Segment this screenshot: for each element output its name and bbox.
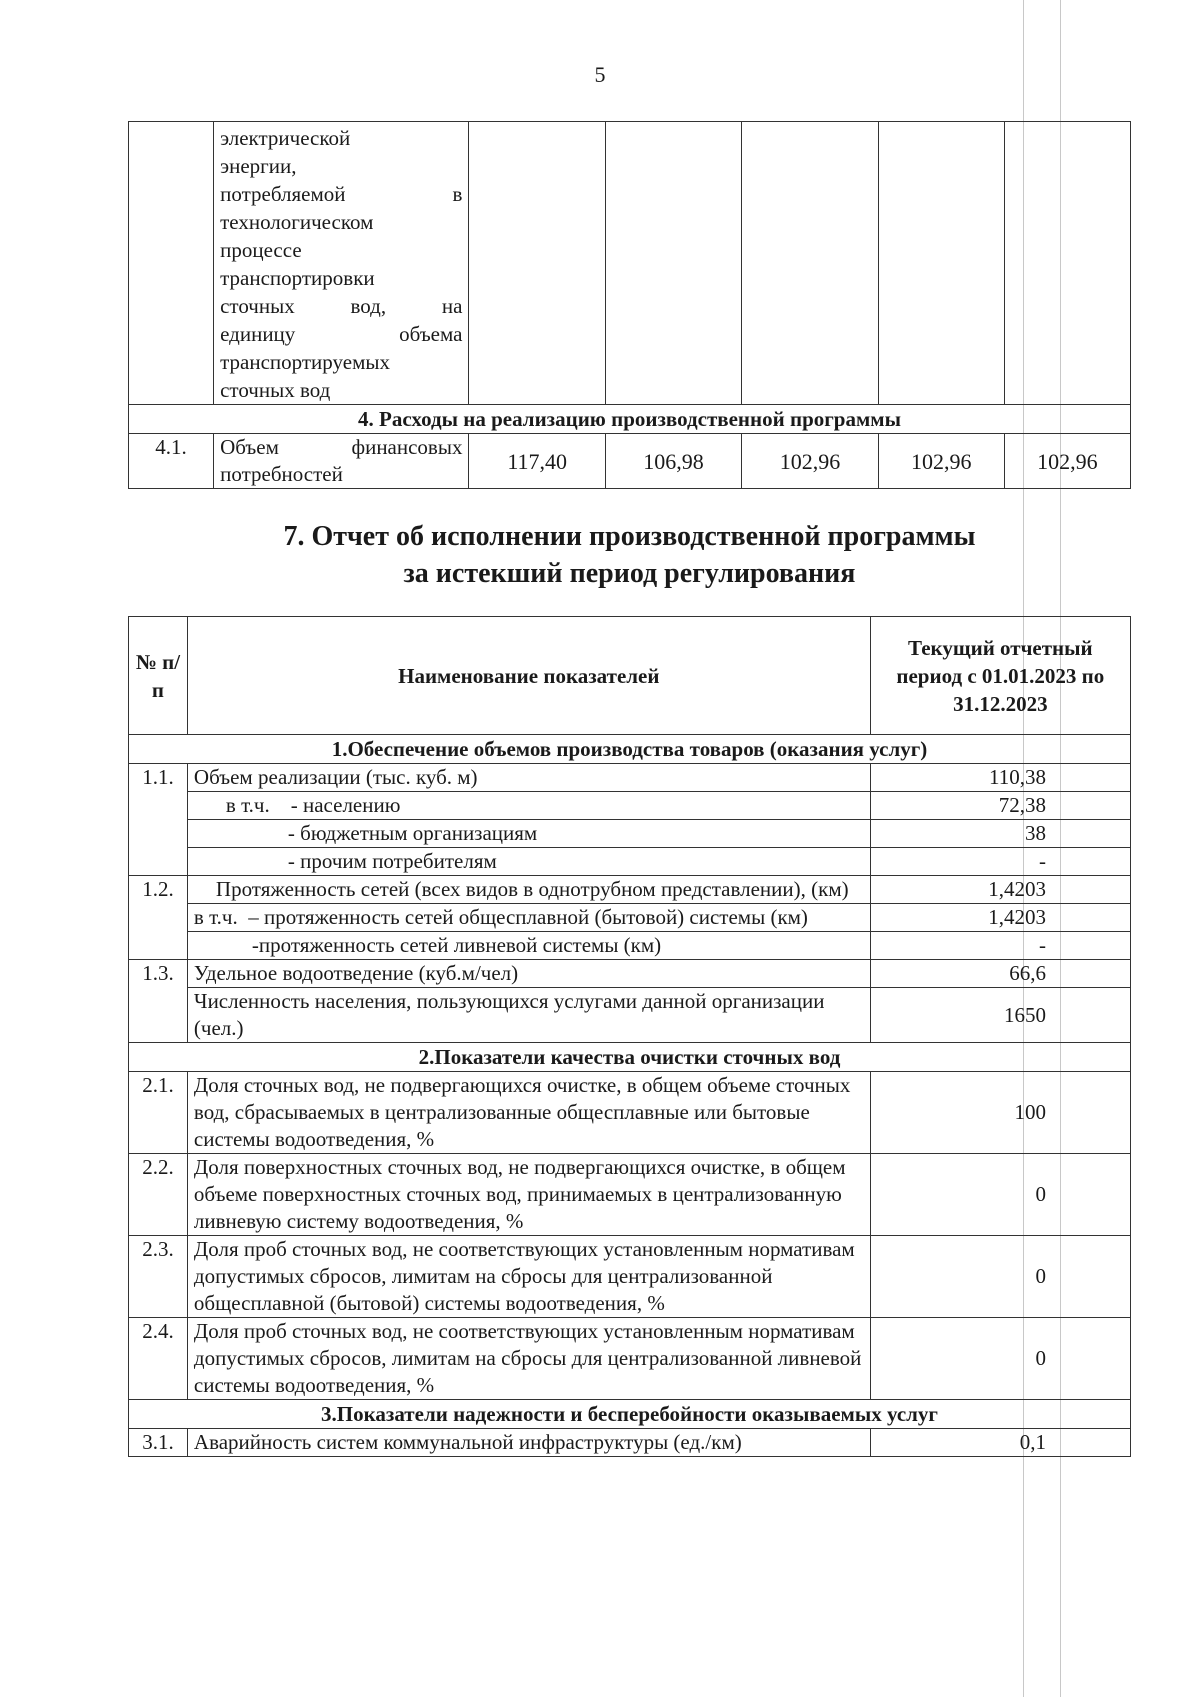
table-row (129, 434, 1131, 489)
header-period: Текущий отчетный период с 01.01.2023 по 31.12.2023 (870, 617, 1130, 735)
value-cell: 38 (870, 820, 1130, 848)
report-title (128, 518, 1131, 592)
text-line: потребляемой в (220, 182, 463, 206)
value-cell: 0 (870, 1154, 1130, 1236)
header-row (129, 617, 1131, 735)
indicator-name-cell: Аварийность систем коммунальной инфраструктуры (ед./км) (187, 1429, 870, 1457)
text-line: транспортировки (220, 266, 375, 290)
report-title-line: 7. Отчет об исполнении производственной программы (283, 521, 976, 552)
report-table (128, 616, 1131, 1457)
page-number: 5 (594, 62, 606, 87)
indicator-name-cell: Доля поверхностных сточных вод, не подвергающихся очистке, в общем объеме поверхностных сточных вод, принимаемых в централизованную ливневую систему водоотведения, % (187, 1154, 870, 1236)
text-line: процессе (220, 238, 302, 262)
value-cell: 0 (870, 1318, 1130, 1400)
indicator-name-cell: Доля проб сточных вод, не соответствующих установленным нормативам допустимых сбросов, лимитам на сбросы для централизованной общесплавной (бытовой) системы водоотведения, % (187, 1236, 870, 1318)
text-line: энергии, (220, 154, 297, 178)
value-cell (605, 122, 741, 405)
table-row (129, 820, 1131, 848)
table-row (129, 960, 1131, 988)
section-title: 1.Обеспечение объемов производства товаров (оказания услуг) (129, 735, 1131, 764)
indicator-name-cell: Доля сточных вод, не подвергающихся очистке, в общем объеме сточных вод, сбрасываемых в централизованные общесплавные или бытовые системы водоотведения, % (187, 1072, 870, 1154)
table-row (129, 792, 1131, 820)
text-line: сточных вод (220, 378, 331, 402)
indicator-name-cell: Доля проб сточных вод, не соответствующих установленным нормативам допустимых сбросов, лимитам на сбросы для централизованной ливневой системы водоотведения, % (187, 1318, 870, 1400)
value-cell: 0 (870, 1236, 1130, 1318)
value-cell: 106,98 (605, 434, 741, 489)
value-cell (1004, 122, 1130, 405)
value-cell: 1,4203 (870, 904, 1130, 932)
indicator-name-cell: Удельное водоотведение (куб.м/чел) (187, 960, 870, 988)
table-row (129, 122, 1131, 405)
table-row (129, 1318, 1131, 1400)
table-row (129, 988, 1131, 1043)
indicator-name-cell: Протяженность сетей (всех видов в однотрубном представлении), (км) (187, 876, 870, 904)
row-number-cell (129, 122, 214, 405)
value-cell: 102,96 (1004, 434, 1130, 489)
text-line: единицу объема (220, 322, 463, 346)
section-row (129, 1400, 1131, 1429)
section-row (129, 405, 1131, 434)
value-cell: 117,40 (469, 434, 605, 489)
row-number-cell: 3.1. (129, 1429, 188, 1457)
row-number-cell: 4.1. (129, 434, 214, 489)
section-row (129, 1043, 1131, 1072)
indicator-name-cell (214, 122, 469, 405)
row-number-cell: 2.2. (129, 1154, 188, 1236)
section-row (129, 735, 1131, 764)
table-row (129, 1154, 1131, 1236)
value-cell: 1650 (870, 988, 1130, 1043)
value-cell: 102,96 (878, 434, 1004, 489)
text-line: транспортируемых (220, 350, 390, 374)
value-cell: 72,38 (870, 792, 1130, 820)
row-number-cell: 2.4. (129, 1318, 188, 1400)
value-cell: 102,96 (742, 434, 878, 489)
indicator-name-cell: Объем финансовых потребностей (214, 434, 469, 489)
table-row (129, 848, 1131, 876)
indicator-name-cell: - бюджетным организациям (187, 820, 870, 848)
table-row (129, 1072, 1131, 1154)
value-cell: 66,6 (870, 960, 1130, 988)
indicator-name-cell: Объем реализации (тыс. куб. м) (187, 764, 870, 792)
value-cell: 0,1 (870, 1429, 1130, 1457)
value-cell (742, 122, 878, 405)
value-cell (878, 122, 1004, 405)
table-row (129, 1236, 1131, 1318)
row-number-cell: 1.1. (129, 764, 188, 876)
header-num: № п/п (129, 617, 188, 735)
table-row (129, 932, 1131, 960)
value-cell: - (870, 932, 1130, 960)
table-row (129, 764, 1131, 792)
indicator-name-cell: в т.ч. - населению (187, 792, 870, 820)
table-row (129, 1429, 1131, 1457)
indicator-name-cell: -протяженность сетей ливневой системы (км) (187, 932, 870, 960)
table-row (129, 876, 1131, 904)
text-line: сточных вод, на (220, 294, 463, 318)
value-cell: - (870, 848, 1130, 876)
row-number-cell: 2.1. (129, 1072, 188, 1154)
report-title-line: за истекший период регулирования (403, 558, 856, 589)
text-line: технологическом (220, 210, 374, 234)
row-number-cell: 1.2. (129, 876, 188, 960)
value-cell (469, 122, 605, 405)
value-cell: 100 (870, 1072, 1130, 1154)
value-cell: 1,4203 (870, 876, 1130, 904)
indicator-name-cell: - прочим потребителям (187, 848, 870, 876)
section-title: 3.Показатели надежности и бесперебойности оказываемых услуг (129, 1400, 1131, 1429)
row-number-cell: 1.3. (129, 960, 188, 1043)
indicator-name-cell: Численность населения, пользующихся услугами данной организации (чел.) (187, 988, 870, 1043)
production-program-table (128, 121, 1131, 489)
table-row (129, 904, 1131, 932)
text-line: электрической (220, 126, 351, 150)
header-name: Наименование показателей (187, 617, 870, 735)
value-cell: 110,38 (870, 764, 1130, 792)
section-title: 2.Показатели качества очистки сточных вод (129, 1043, 1131, 1072)
section-title: 4. Расходы на реализацию производственной программы (129, 405, 1131, 434)
row-number-cell: 2.3. (129, 1236, 188, 1318)
indicator-name-cell: в т.ч. – протяженность сетей общесплавной (бытовой) системы (км) (187, 904, 870, 932)
